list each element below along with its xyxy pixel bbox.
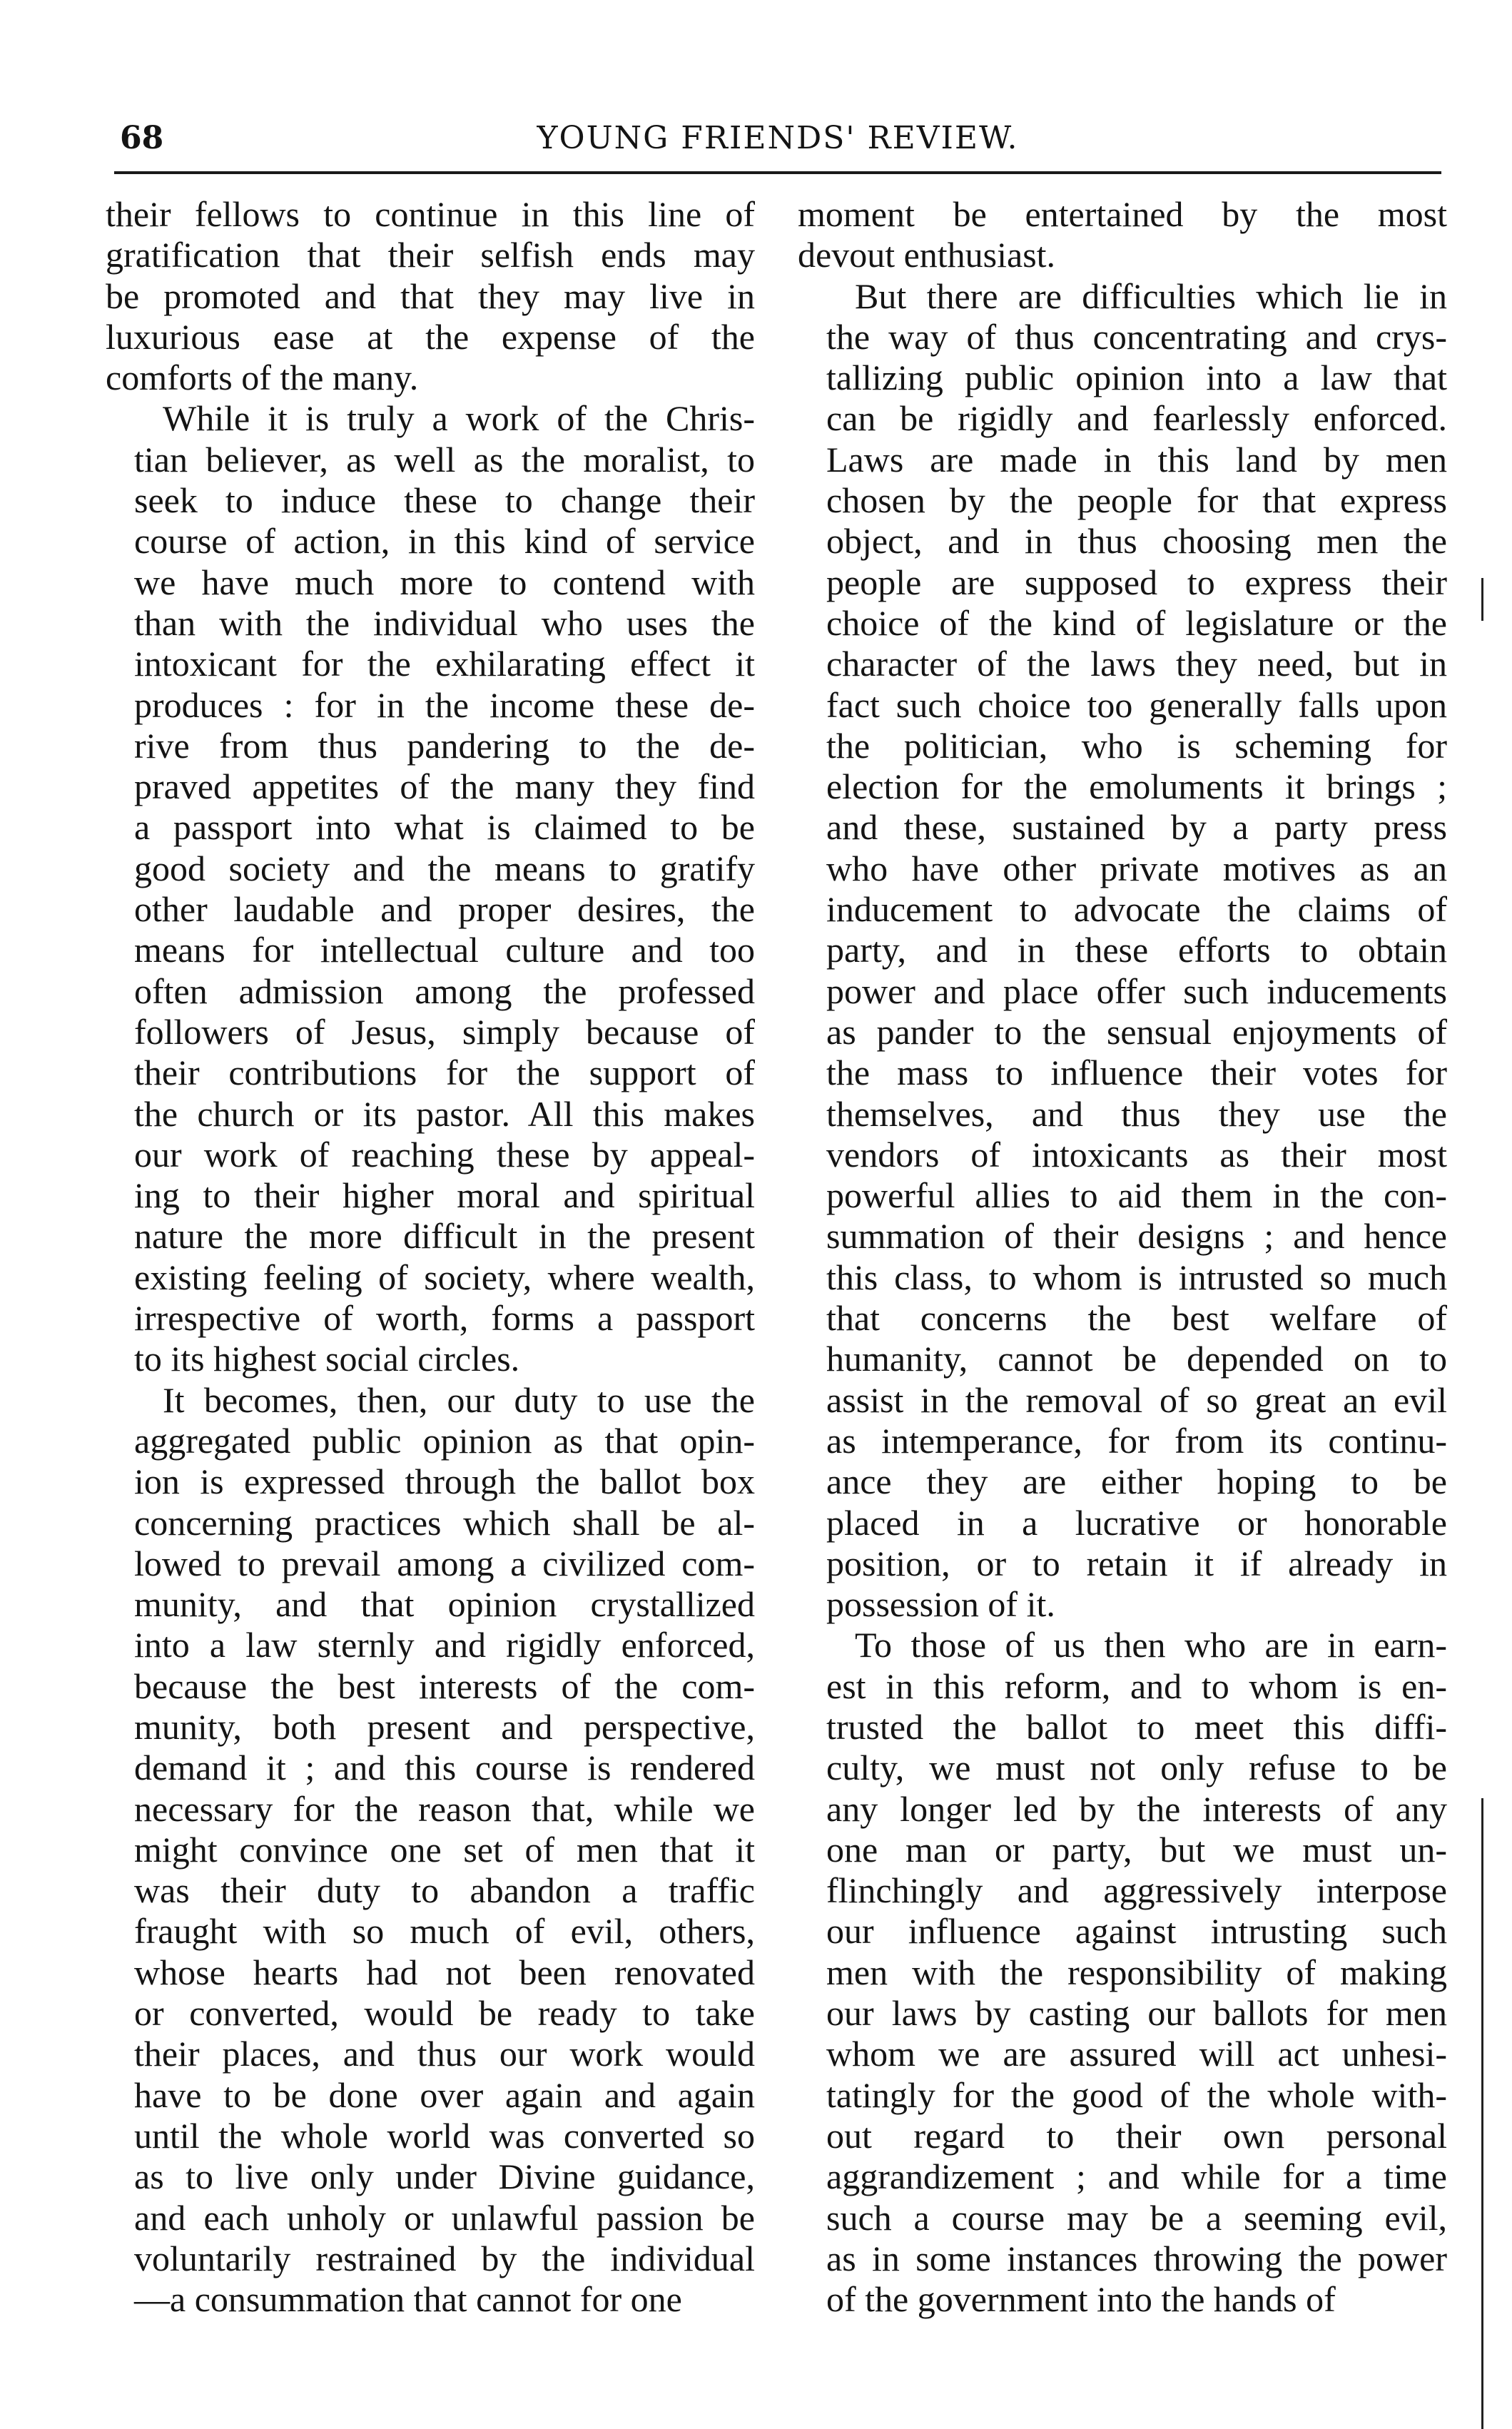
- text-line: inducement to advocate the claims of: [826, 889, 1447, 930]
- text-line: people are supposed to express their: [826, 562, 1447, 602]
- margin-mark: [1481, 1798, 1483, 2429]
- margin-mark: [1481, 578, 1483, 621]
- text-line: irrespective of worth, forms a passport: [134, 1298, 755, 1339]
- text-line: comforts of the many.: [106, 357, 419, 398]
- text-line: whose hearts had not been renovated: [134, 1952, 755, 1992]
- text-line: the church or its pastor. All this makes: [134, 1093, 755, 1134]
- text-line: or converted, would be ready to take: [134, 1993, 755, 2034]
- text-line: be promoted and that they may live in: [106, 275, 755, 316]
- text-line: as in some instances throwing the power: [826, 2238, 1447, 2278]
- text-line: nature the more difficult in the present: [134, 1216, 755, 1257]
- text-line: their fellows to continue in this line of: [106, 194, 755, 234]
- text-line: chosen by the people for that express: [826, 480, 1447, 521]
- text-line: tatingly for the good of the whole with-: [826, 2074, 1447, 2115]
- text-line: whom we are assured will act unhesi-: [826, 2034, 1447, 2074]
- text-line: their contributions for the support of: [134, 1053, 755, 1093]
- paragraph: [106, 398, 755, 1379]
- text-line: a passport into what is claimed to be: [134, 807, 755, 848]
- text-line: other laudable and proper desires, the: [134, 889, 755, 930]
- text-line: our work of reaching these by appeal-: [134, 1134, 755, 1175]
- running-header: [114, 120, 1441, 167]
- text-line: men with the responsibility of making: [826, 1952, 1447, 1992]
- text-line: aggregated public opinion as that opin-: [134, 1420, 755, 1461]
- text-line: was their duty to abandon a traffic: [134, 1870, 755, 1911]
- text-line: means for intellectual culture and too: [134, 930, 755, 970]
- text-line: fact such choice too generally falls upon: [826, 684, 1447, 725]
- text-line: summation of their designs ; and hence: [826, 1216, 1447, 1257]
- text-line: gratification that their selfish ends may: [106, 235, 755, 275]
- text-line: tallizing public opinion into a law that: [826, 357, 1447, 398]
- text-line: who have other private motives as an: [826, 848, 1447, 888]
- text-line: To those of us then who are in earn-: [855, 1625, 1447, 1665]
- text-line: concerning practices which shall be al-: [134, 1502, 755, 1543]
- text-line: trusted the ballot to meet this diffi-: [826, 1706, 1447, 1747]
- text-line: moment be entertained by the most: [798, 194, 1447, 234]
- running-title: YOUNG FRIENDS' REVIEW.: [537, 120, 1019, 156]
- text-line: aggrandizement ; and while for a time: [826, 2156, 1447, 2197]
- text-line: out regard to their own personal: [826, 2115, 1447, 2156]
- page-number: 68: [120, 120, 164, 156]
- text-line: est in this reform, and to whom is en-: [826, 1665, 1447, 1706]
- text-line: vendors of intoxicants as their most: [826, 1134, 1447, 1175]
- text-line: But there are difficulties which lie in: [855, 275, 1447, 316]
- text-line: course of action, in this kind of service: [134, 521, 755, 562]
- text-line: culty, we must not only refuse to be: [826, 1748, 1447, 1788]
- text-line: choice of the kind of legislature or the: [826, 602, 1447, 643]
- text-line: It becomes, then, our duty to use the: [163, 1379, 755, 1420]
- text-line: might convince one set of men that it: [134, 1829, 755, 1870]
- text-line: fraught with so much of evil, others,: [134, 1911, 755, 1952]
- text-line: their places, and thus our work would: [134, 2034, 755, 2074]
- paragraph: [798, 276, 1447, 1626]
- text-line: because the best interests of the com-: [134, 1665, 755, 1706]
- text-line: assist in the removal of so great an evil: [826, 1379, 1447, 1420]
- text-line: existing feeling of society, where wealth,: [134, 1257, 755, 1297]
- paragraph: [798, 1625, 1447, 2320]
- text-line: can be rigidly and fearlessly enforced.: [826, 398, 1447, 439]
- text-line: tian believer, as well as the moralist, to: [134, 439, 755, 480]
- text-line: than with the individual who uses the: [134, 602, 755, 643]
- text-line: placed in a lucrative or honorable: [826, 1502, 1447, 1543]
- text-line: our laws by casting our ballots for men: [826, 1993, 1447, 2034]
- text-line: luxurious ease at the expense of the: [106, 316, 755, 357]
- left-column: [106, 194, 755, 2320]
- text-line: and these, sustained by a party press: [826, 807, 1447, 848]
- text-line: praved appetites of the many they find: [134, 766, 755, 807]
- text-line: possession of it.: [826, 1584, 1055, 1625]
- text-line: to its highest social circles.: [134, 1339, 520, 1379]
- text-line: lowed to prevail among a civilized com-: [134, 1543, 755, 1583]
- text-line: one man or party, but we must un-: [826, 1829, 1447, 1870]
- text-line: often admission among the professed: [134, 970, 755, 1011]
- text-line: object, and in thus choosing men the: [826, 521, 1447, 562]
- text-line: While it is truly a work of the Chris-: [163, 398, 755, 439]
- text-line: this class, to whom is intrusted so much: [826, 1257, 1447, 1297]
- text-line: election for the emoluments it brings ;: [826, 766, 1447, 807]
- text-line: have to be done over again and again: [134, 2074, 755, 2115]
- right-column: [798, 194, 1447, 2320]
- text-line: position, or to retain it if already in: [826, 1543, 1447, 1583]
- text-line: the mass to influence their votes for: [826, 1053, 1447, 1093]
- text-line: ance they are either hoping to be: [826, 1461, 1447, 1502]
- text-line: devout enthusiast.: [798, 235, 1056, 275]
- text-line: good society and the means to gratify: [134, 848, 755, 888]
- text-line: that concerns the best welfare of: [826, 1298, 1447, 1339]
- text-line: as pander to the sensual enjoyments of: [826, 1011, 1447, 1052]
- text-line: necessary for the reason that, while we: [134, 1788, 755, 1829]
- text-line: Laws are made in this land by men: [826, 439, 1447, 480]
- text-line: such a course may be a seeming evil,: [826, 2197, 1447, 2238]
- text-line: humanity, cannot be depended on to: [826, 1339, 1447, 1379]
- text-line: demand it ; and this course is rendered: [134, 1748, 755, 1788]
- text-line: and each unholy or unlawful passion be: [134, 2197, 755, 2238]
- text-line: ing to their higher moral and spiritual: [134, 1175, 755, 1216]
- text-line: of the government into the hands of: [826, 2279, 1336, 2320]
- text-line: character of the laws they need, but in: [826, 644, 1447, 684]
- paragraph: [106, 194, 755, 398]
- header-rule: [114, 171, 1441, 174]
- text-line: —a consummation that cannot for one: [134, 2279, 682, 2320]
- text-line: rive from thus pandering to the de-: [134, 725, 755, 766]
- text-line: intoxicant for the exhilarating effect it: [134, 644, 755, 684]
- text-line: followers of Jesus, simply because of: [134, 1011, 755, 1052]
- text-line: produces : for in the income these de-: [134, 684, 755, 725]
- text-line: the politician, who is scheming for: [826, 725, 1447, 766]
- text-line: party, and in these efforts to obtain: [826, 930, 1447, 970]
- text-line: power and place offer such inducements: [826, 970, 1447, 1011]
- text-line: our influence against intrusting such: [826, 1911, 1447, 1952]
- text-line: seek to induce these to change their: [134, 480, 755, 521]
- text-line: until the whole world was converted so: [134, 2115, 755, 2156]
- text-line: any longer led by the interests of any: [826, 1788, 1447, 1829]
- text-line: voluntarily restrained by the individual: [134, 2238, 755, 2278]
- text-line: into a law sternly and rigidly enforced,: [134, 1625, 755, 1665]
- paragraph: [106, 1380, 755, 2321]
- text-line: powerful allies to aid them in the con-: [826, 1175, 1447, 1216]
- text-line: munity, both present and perspective,: [134, 1706, 755, 1747]
- text-line: we have much more to contend with: [134, 562, 755, 602]
- text-line: ion is expressed through the ballot box: [134, 1461, 755, 1502]
- paragraph: [798, 194, 1447, 276]
- text-line: flinchingly and aggressively interpose: [826, 1870, 1447, 1911]
- text-line: as intemperance, for from its continu-: [826, 1420, 1447, 1461]
- text-line: munity, and that opinion crystallized: [134, 1584, 755, 1625]
- text-line: themselves, and thus they use the: [826, 1093, 1447, 1134]
- text-line: the way of thus concentrating and crys-: [826, 316, 1447, 357]
- text-line: as to live only under Divine guidance,: [134, 2156, 755, 2197]
